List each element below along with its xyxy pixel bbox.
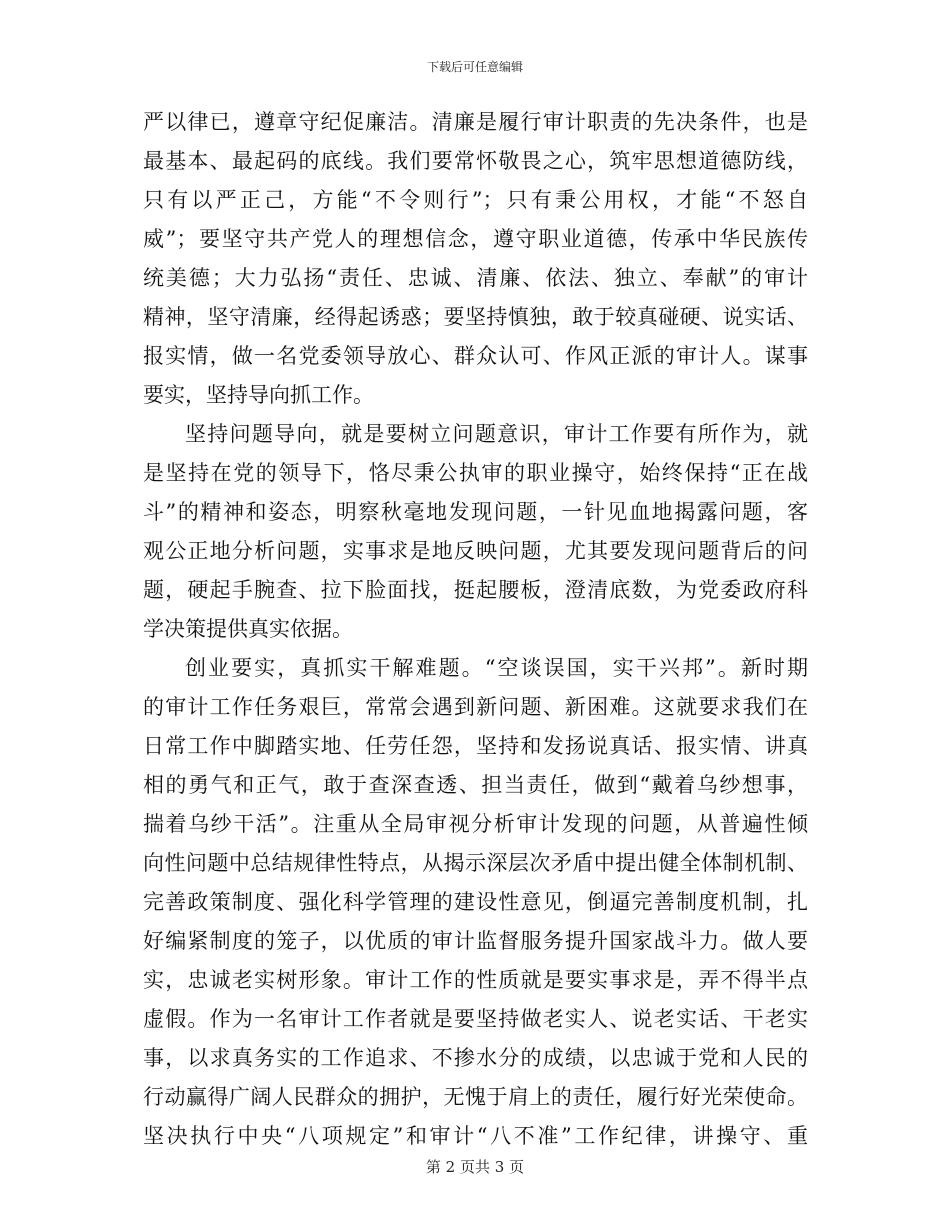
- text-line: 实，忠诚老实树形象。审计工作的性质就是要实事求是，弄不得半点: [143, 968, 808, 992]
- text-line: 只有以严正己，方能“不令则行”；只有秉公用权，才能“不怒自: [143, 188, 808, 212]
- text-line: 精神，坚守清廉，经得起诱惑；要坚持慎独，敢于较真碰硬、说实话、: [143, 305, 808, 329]
- text-line: 是坚持在党的领导下，恪尽秉公执审的职业操守，始终保持“正在战: [143, 461, 808, 485]
- document-body: [143, 103, 808, 1156]
- text-line: 严以律已，遵章守纪促廉洁。清廉是履行审计职责的先决条件，也是: [143, 110, 808, 134]
- text-line: 揣着乌纱干活”。注重从全局审视分析审计发现的问题，从普遍性倾: [143, 812, 808, 836]
- text-line: 题，硬起手腕查、拉下脸面找，挺起腰板，澄清底数，为党委政府科: [143, 578, 808, 602]
- text-line: 创业要实，真抓实干解难题。“空谈误国，实干兴邦”。新时期: [185, 656, 808, 680]
- text-line: 事，以求真务实的工作追求、不掺水分的成绩，以忠诚于党和人民的: [143, 1046, 808, 1070]
- text-line: 虚假。作为一名审计工作者就是要坚持做老实人、说老实话、干老实: [143, 1007, 808, 1031]
- page-footer: 第 2 页共 3 页: [425, 1158, 525, 1176]
- text-line: 向性问题中总结规律性特点，从揭示深层次矛盾中提出健全体制机制、: [143, 851, 808, 875]
- text-line: 相的勇气和正气，敢于查深查透、担当责任，做到“戴着乌纱想事，: [143, 773, 808, 797]
- text-line: 报实情，做一名党委领导放心、群众认可、作风正派的审计人。谋事: [143, 344, 808, 368]
- page-header: 下载后可任意编辑: [426, 60, 523, 74]
- text-line: 行动赢得广阔人民群众的拥护，无愧于肩上的责任，履行好光荣使命。: [143, 1085, 808, 1109]
- text-line: 的审计工作任务艰巨，常常会遇到新问题、新困难。这就要求我们在: [143, 695, 808, 719]
- text-line: 要实，坚持导向抓工作。: [143, 383, 374, 407]
- text-line: 斗”的精神和姿态，明察秋毫地发现问题，一针见血地揭露问题，客: [143, 500, 808, 524]
- text-line: 日常工作中脚踏实地、任劳任怨，坚持和发扬说真话、报实情、讲真: [143, 734, 808, 758]
- text-line: 完善政策制度、强化科学管理的建设性意见，倒逼完善制度机制，扎: [143, 890, 808, 914]
- text-line: 威”；要坚守共产党人的理想信念，遵守职业道德，传承中华民族传: [143, 227, 808, 251]
- text-line: 最基本、最起码的底线。我们要常怀敬畏之心，筑牢思想道德防线，: [143, 149, 808, 173]
- text-line: 坚决执行中央“八项规定”和审计“八不准”工作纪律，讲操守、重: [143, 1124, 808, 1148]
- text-line: 观公正地分析问题，实事求是地反映问题，尤其要发现问题背后的问: [143, 539, 808, 563]
- text-line: 坚持问题导向，就是要树立问题意识，审计工作要有所作为，就: [185, 422, 808, 446]
- text-line: 好编紧制度的笼子，以优质的审计监督服务提升国家战斗力。做人要: [143, 929, 808, 953]
- text-line: 统美德；大力弘扬“责任、忠诚、清廉、依法、独立、奉献”的审计: [143, 266, 808, 290]
- text-line: 学决策提供真实依据。: [143, 617, 353, 641]
